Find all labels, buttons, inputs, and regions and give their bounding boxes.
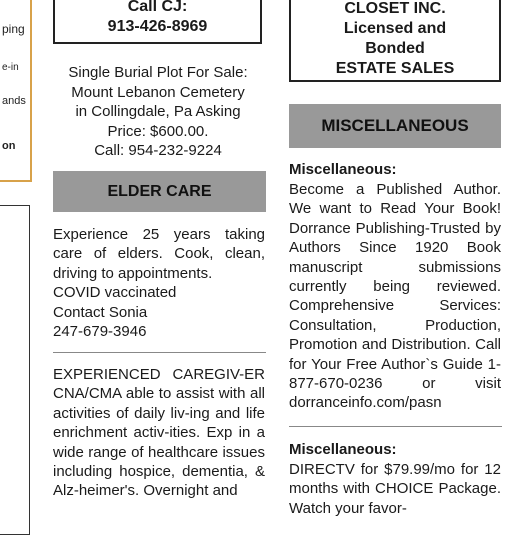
left-ad-box — [0, 205, 30, 535]
ad-divider — [289, 426, 502, 427]
ad-line: Single Burial Plot For Sale: — [68, 64, 248, 81]
miscellaneous-section-header: MISCELLANEOUS — [289, 104, 501, 148]
ad-line: COVID vaccinated — [53, 284, 177, 302]
left-text-fragment: on — [2, 140, 16, 152]
ad-line: Mount Lebanon Cemetery — [71, 83, 245, 101]
ad-line: Call CJ: — [127, 0, 188, 15]
ad-line: Bonded — [365, 40, 425, 57]
left-text-fragment: ands — [2, 95, 26, 107]
ad-divider — [53, 352, 266, 353]
ad-line: in Collingdale, Pa Asking — [75, 103, 241, 120]
ad-phone: 913-426-8969 — [107, 18, 208, 35]
published-author-ad: Become a Published Author. We want to Read Your Book! Dorrance Publishing-Trusted by Authors Since 1920 Book manuscript submissions currently being reviewed. Comprehensive Services: Consultation, Production, Promotion and Distribution. Call for Your Free Author`s Guide 1-877-670-0236 or visit dorranceinfo.com/pasn — [289, 181, 501, 412]
ad-body: Experience 25 years taking care of elders. Cook, clean, driving to appointments. — [53, 226, 265, 282]
left-text-fragment: ping — [2, 22, 25, 36]
ad-line: Call: 954-232-9224 — [94, 142, 222, 159]
ad-line: ESTATE SALES — [335, 60, 455, 77]
ad-category-title: Miscellaneous: — [289, 441, 397, 458]
ad-line: Licensed and — [343, 20, 447, 37]
burial-plot-ad — [53, 63, 263, 161]
elder-care-ad-caregiver: EXPERIENCED CAREGIV-ER CNA/CMA able to assist with all activities of daily liv-ing and life enrichment activ-ities. Exp in a wide range of healthcare issues including hospice, dementia, & Alz-heimer's. Overnight and — [53, 366, 265, 500]
ad-phone: 247-679-3946 — [53, 323, 147, 341]
ad-line: Contact Sonia — [53, 303, 148, 321]
left-column-fragment — [0, 0, 34, 512]
call-cj-ad-box — [53, 0, 262, 44]
ad-category-title: Miscellaneous: — [289, 161, 397, 178]
elder-care-section-header: ELDER CARE — [53, 171, 266, 212]
left-text-fragment: e-in — [2, 62, 19, 73]
ad-line: CLOSET INC. — [344, 0, 446, 17]
directv-ad: DIRECTV for $79.99/mo for 12 months with CHOICE Package. Watch your favor- — [289, 461, 501, 517]
ad-line: Price: $600.00. — [107, 122, 209, 140]
elder-care-ad-sonia — [53, 225, 265, 341]
estate-sales-ad-box — [289, 0, 501, 82]
